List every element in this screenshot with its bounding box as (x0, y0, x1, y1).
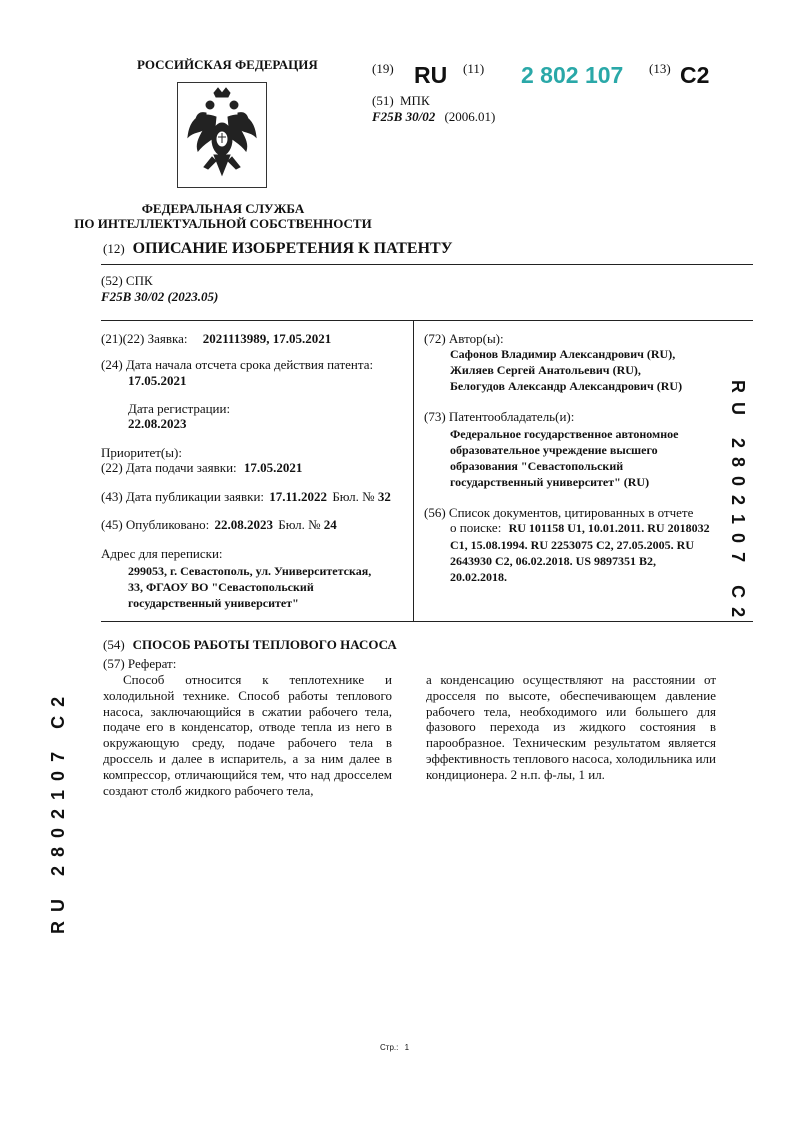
code-19: (19) (372, 61, 394, 76)
abstract-left-text: Способ относится к теплотехнике и холодильной технике. Способ работы теплового насоса, заключающийся в сжатии рабочего тела, подаче его в конденсатор, отводе тепла из него в окружающую среду, подаче рабочего тела в дроссель и далее в испаритель, а за ним далее в компрессор, отличающийся тем, что над дросселем создают столб жидкого рабочего тела, (103, 672, 392, 798)
holder-block (450, 426, 678, 490)
spk-label: (52) СПК (101, 273, 153, 288)
address-line: 299053, г. Севастополь, ул. Университетская, (128, 564, 372, 578)
authors-list (450, 346, 682, 394)
address-line: государственный университет" (128, 596, 299, 610)
holder-line: образовательное учреждение высшего (450, 443, 658, 457)
page-number: 1 (404, 1043, 410, 1052)
mpk-version: (2006.01) (444, 109, 496, 124)
code-13: (13) (649, 61, 671, 76)
filing-label: (22) Дата подачи заявки: (101, 460, 237, 475)
pub-bul-value: 32 (377, 489, 391, 504)
invention-title-code: (54) (103, 637, 125, 652)
author-item: Жиляев Сергей Анатольевич (RU), (450, 363, 641, 377)
published-bul-label: Бюл. № (278, 517, 321, 532)
published-value: 22.08.2023 (214, 517, 274, 532)
column-divider (413, 320, 414, 622)
mpk-class: F25B 30/02 (372, 109, 436, 124)
cited-line: 20.02.2018. (450, 570, 507, 584)
mpk-label: МПК (400, 93, 430, 108)
cited-label-2: о поиске: (450, 520, 502, 535)
divider-bottom (101, 621, 753, 622)
author-item: Сафонов Владимир Александрович (RU), (450, 347, 676, 361)
doc-title-code: (12) (103, 241, 125, 256)
divider-top (101, 264, 753, 265)
code-51: (51) (372, 93, 394, 108)
abstract-left (103, 672, 392, 798)
authors-label: (72) Автор(ы): (424, 331, 504, 346)
application-value: 2021113989, 17.05.2021 (202, 331, 332, 346)
cited-block (450, 537, 694, 585)
country-code: RU (414, 62, 448, 88)
filing-value: 17.05.2021 (243, 460, 303, 475)
cited-label-1: (56) Список документов, цитированных в отчете (424, 505, 694, 520)
side-label-right: RU 2802107 C2 (728, 380, 748, 627)
published-label: (45) Опубликовано: (101, 517, 210, 532)
spk-value: F25B 30/02 (2023.05) (101, 289, 219, 304)
published-bul-value: 24 (323, 517, 337, 532)
agency-line-1: ФЕДЕРАЛЬНАЯ СЛУЖБА (141, 201, 305, 216)
holder-line: Федеральное государственное автономное (450, 427, 679, 441)
pub-bul-label: Бюл. № (332, 489, 375, 504)
pub-label: (43) Дата публикации заявки: (101, 489, 265, 504)
patent-number: 2 802 107 (521, 62, 624, 88)
reg-value: 22.08.2023 (128, 416, 187, 431)
divider-mid (101, 320, 753, 321)
priority-label: Приоритет(ы): (101, 445, 182, 460)
address-line: 33, ФГАОУ ВО "Севастопольский (128, 580, 314, 594)
kind-code: C2 (680, 62, 710, 88)
cited-line: RU 101158 U1, 10.01.2011. RU 2018032 (508, 521, 710, 535)
doc-title: ОПИСАНИЕ ИЗОБРЕТЕНИЯ К ПАТЕНТУ (132, 240, 453, 257)
application-label: (21)(22) Заявка: (101, 331, 188, 346)
holder-line: образования "Севастопольский (450, 459, 624, 473)
coat-of-arms-icon (178, 83, 266, 187)
author-item: Белогудов Александр Александрович (RU) (450, 379, 683, 393)
holder-label: (73) Патентообладатель(и): (424, 409, 575, 424)
holder-line: государственный университет" (RU) (450, 475, 650, 489)
address-label: Адрес для переписки: (101, 546, 223, 561)
emblem-frame (177, 82, 267, 188)
cited-line: 2643930 C2, 06.02.2018. US 9897351 B2, (450, 554, 657, 568)
pub-value: 17.11.2022 (269, 489, 328, 504)
cited-line: C1, 15.08.1994. RU 2253075 C2, 27.05.2005. RU (450, 538, 694, 552)
term-start-label: (24) Дата начала отсчета срока действия патента: (101, 357, 374, 372)
invention-title: СПОСОБ РАБОТЫ ТЕПЛОВОГО НАСОСА (132, 637, 397, 652)
address-block (128, 563, 371, 611)
abstract-right-text: а конденсацию осуществляют на расстоянии от дросселя по высоте, обеспечивающем давление рабочего тела, необходимого или большего для фазового перехода из жидкого состояния в парообразное. Техническим результатом является эффективность теплового насоса, холодильника или кондиционера. 2 н.п. ф-лы, 1 ил. (426, 672, 716, 782)
agency-line-2: ПО ИНТЕЛЛЕКТУАЛЬНОЙ СОБСТВЕННОСТИ (74, 216, 372, 231)
abstract-right (426, 672, 716, 783)
page-label: Стр.: (380, 1043, 399, 1052)
country-name: РОССИЙСКАЯ ФЕДЕРАЦИЯ (137, 57, 318, 72)
abstract-label: (57) Реферат: (103, 656, 177, 671)
reg-label: Дата регистрации: (128, 401, 231, 416)
term-start-value: 17.05.2021 (128, 373, 187, 388)
code-11: (11) (463, 61, 485, 76)
side-label-left: RU 2802107 C2 (48, 687, 68, 934)
